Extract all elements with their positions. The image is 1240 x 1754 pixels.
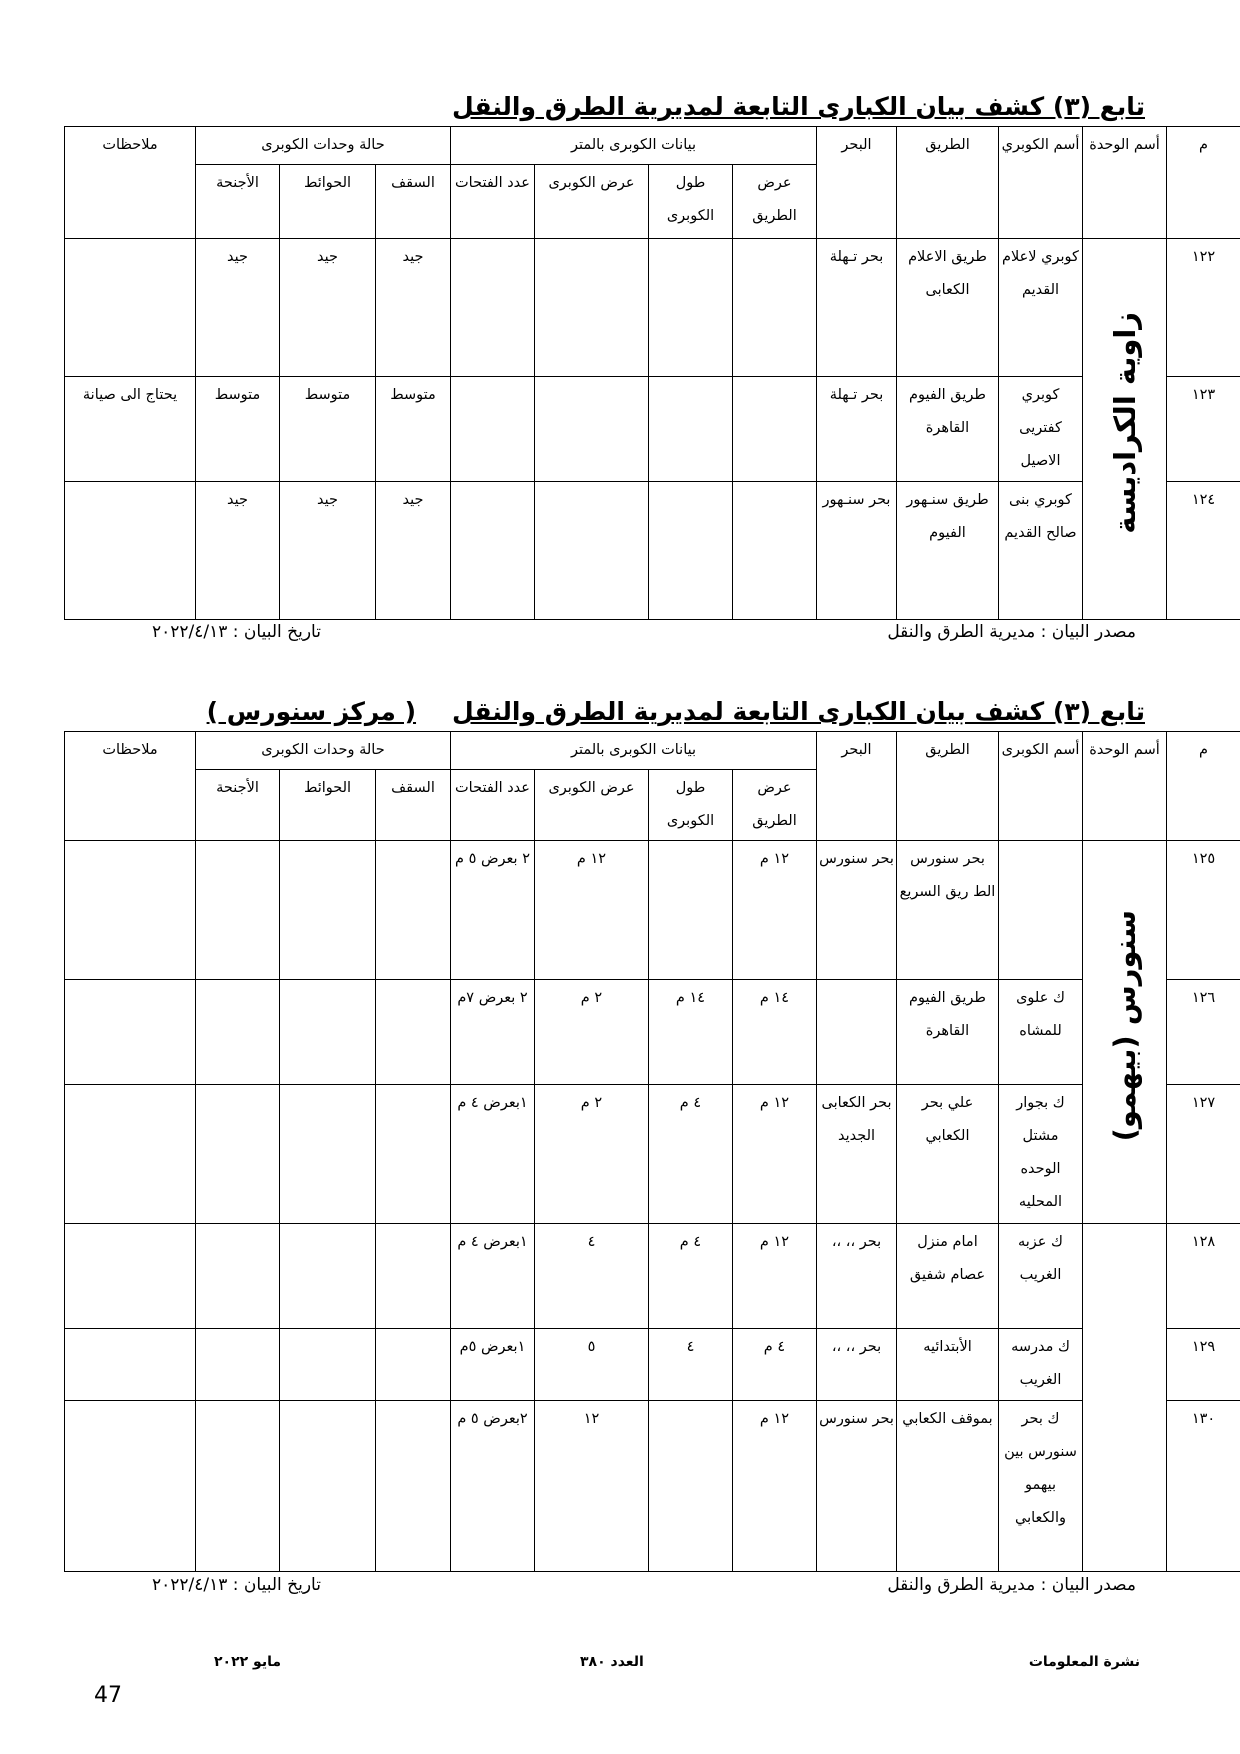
cell-openings (451, 377, 535, 482)
cell-bridge-width: ٢ م (535, 1085, 649, 1224)
unit-cell-blank (1083, 1224, 1167, 1329)
cell-road: علي بحر الكعابي (897, 1085, 999, 1224)
cell-bridge-width: ٥ (535, 1329, 649, 1401)
header-openings: عدد الفتحات (451, 165, 535, 239)
cell-bridge-width: ١٢ (535, 1401, 649, 1572)
cell-notes (65, 1085, 196, 1224)
cell-walls (280, 980, 376, 1085)
footer-month: مايو ٢٠٢٢ (214, 1654, 282, 1670)
cell-walls: متوسط (280, 377, 376, 482)
table-row (65, 239, 1240, 377)
cell-road: بموقف الكعابي (897, 1401, 999, 1572)
table2-date: تاريخ البيان : ٢٠٢٢/٤/١٣ (152, 1575, 321, 1595)
cell-openings: ٢ بعرض ٥ م (451, 841, 535, 980)
unit-cell (1083, 841, 1167, 1224)
header-canal: البحر (817, 127, 897, 239)
cell-bridge-length: ١٤ م (649, 980, 733, 1085)
cell-road-width (733, 482, 817, 620)
cell-road: الأبتدائيه (897, 1329, 999, 1401)
cell-bridge-width (535, 482, 649, 620)
header-unit: أسم الوحدة (1083, 732, 1167, 841)
cell-bridge: كوبري كفتريى الاصيل (999, 377, 1083, 482)
cell-m: ١٢٦ (1167, 980, 1240, 1085)
header-condition: حالة وحدات الكوبرى (196, 127, 451, 165)
cell-wings (196, 1401, 280, 1572)
header-bridge-length: طول الكوبرى (649, 770, 733, 841)
table2-title-extra: ( مركز سنورس ) (206, 697, 417, 726)
header-m: م (1167, 127, 1240, 239)
cell-m: ١٢٤ (1167, 482, 1240, 620)
table1-source: مصدر البيان : مديرية الطرق والنقل (887, 622, 1136, 642)
header-wings: الأجنحة (196, 165, 280, 239)
cell-notes (65, 239, 196, 377)
cell-notes: يحتاج الى صيانة (65, 377, 196, 482)
cell-road-width: ١٢ م (733, 841, 817, 980)
cell-road-width (733, 377, 817, 482)
header-road: الطريق (897, 127, 999, 239)
table-row (65, 377, 1240, 482)
header-notes: ملاحظات (65, 127, 196, 239)
cell-road: طريق الفيوم القاهرة (897, 980, 999, 1085)
cell-canal: بحر تـهلة (817, 239, 897, 377)
cell-notes (65, 482, 196, 620)
header-ceiling: السقف (376, 165, 451, 239)
cell-openings: ٢ بعرض ٧م (451, 980, 535, 1085)
cell-wings: متوسط (196, 377, 280, 482)
cell-bridge-width: ١٢ م (535, 841, 649, 980)
cell-bridge-length: ٤ م (649, 1085, 733, 1224)
cell-notes (65, 841, 196, 980)
cell-walls (280, 1401, 376, 1572)
cell-m: ١٢٩ (1167, 1329, 1240, 1401)
cell-canal: بحر سنـهور (817, 482, 897, 620)
cell-road-width (733, 239, 817, 377)
cell-bridge-length (649, 482, 733, 620)
cell-wings (196, 1224, 280, 1329)
cell-canal: بحر ،، ،، (817, 1329, 897, 1401)
cell-ceiling (376, 1085, 451, 1224)
cell-bridge: ك علوى للمشاه (999, 980, 1083, 1085)
header-bridge-width: عرض الكوبرى (535, 165, 649, 239)
cell-openings (451, 482, 535, 620)
table-row (65, 841, 1240, 980)
cell-openings: ١بعرض ٤ م (451, 1224, 535, 1329)
cell-walls (280, 1329, 376, 1401)
cell-ceiling (376, 841, 451, 980)
cell-bridge-length: ٤ م (649, 1224, 733, 1329)
header-bridge-data: بيانات الكوبرى بالمتر (451, 127, 817, 165)
cell-road-width: ١٢ م (733, 1085, 817, 1224)
cell-ceiling: جيد (376, 482, 451, 620)
cell-road-width: ١٢ م (733, 1224, 817, 1329)
header-unit: أسم الوحدة (1083, 127, 1167, 239)
header-bridge: أسم الكوبرى (999, 732, 1083, 841)
table-row (65, 1085, 1240, 1224)
header-road-width: عرض الطريق (733, 165, 817, 239)
cell-ceiling (376, 980, 451, 1085)
cell-openings (451, 239, 535, 377)
cell-openings: ١بعرض ٤ م (451, 1085, 535, 1224)
table-row (65, 1401, 1240, 1572)
table1-title: تابع (٣) كشف بيان الكبارى التابعة لمديرية الطرق والنقل (452, 92, 1145, 121)
cell-bridge-length: ٤ (649, 1329, 733, 1401)
cell-notes (65, 1329, 196, 1401)
cell-canal: بحر سنورس (817, 841, 897, 980)
cell-bridge-length (649, 841, 733, 980)
header-bridge-data: بيانات الكوبرى بالمتر (451, 732, 817, 770)
table-row (65, 980, 1240, 1085)
unit-name: زاوية الكراديسة (1107, 311, 1142, 534)
cell-wings: جيد (196, 482, 280, 620)
header-road-width: عرض الطريق (733, 770, 817, 841)
cell-canal: بحر تـهلة (817, 377, 897, 482)
cell-canal (817, 980, 897, 1085)
table2-source: مصدر البيان : مديرية الطرق والنقل (887, 1575, 1136, 1595)
cell-road-width: ١٤ م (733, 980, 817, 1085)
cell-m: ١٣٠ (1167, 1401, 1240, 1572)
unit-cell (1083, 239, 1167, 620)
cell-road-width: ١٢ م (733, 1401, 817, 1572)
header-wings: الأجنحة (196, 770, 280, 841)
table-row (65, 1224, 1240, 1329)
page-number: 47 (94, 1683, 122, 1708)
header-bridge-width: عرض الكوبرى (535, 770, 649, 841)
header-ceiling: السقف (376, 770, 451, 841)
cell-road: طريق سنـهور الفيوم (897, 482, 999, 620)
cell-bridge-width (535, 239, 649, 377)
cell-bridge: ك عزبه الغريب (999, 1224, 1083, 1329)
cell-road: امام منزل عصام شفيق (897, 1224, 999, 1329)
table2 (64, 731, 1240, 1572)
cell-wings (196, 841, 280, 980)
header-bridge-length: طول الكوبرى (649, 165, 733, 239)
header-road: الطريق (897, 732, 999, 841)
header-walls: الحوائط (280, 165, 376, 239)
cell-m: ١٢٨ (1167, 1224, 1240, 1329)
cell-ceiling: متوسط (376, 377, 451, 482)
cell-bridge-width: ٤ (535, 1224, 649, 1329)
footer-publication: نشرة المعلومات (1028, 1654, 1140, 1670)
cell-walls: جيد (280, 482, 376, 620)
cell-notes (65, 1224, 196, 1329)
cell-bridge-width: ٢ م (535, 980, 649, 1085)
cell-wings (196, 980, 280, 1085)
cell-wings (196, 1085, 280, 1224)
header-notes: ملاحظات (65, 732, 196, 841)
cell-road-width: ٤ م (733, 1329, 817, 1401)
table-row (65, 482, 1240, 620)
cell-canal: بحر الكعابى الجديد (817, 1085, 897, 1224)
cell-notes (65, 980, 196, 1085)
header-walls: الحوائط (280, 770, 376, 841)
cell-walls: جيد (280, 239, 376, 377)
cell-openings: ١بعرض ٥م (451, 1329, 535, 1401)
cell-wings (196, 1329, 280, 1401)
cell-bridge-length (649, 1401, 733, 1572)
header-bridge: أسم الكوبري (999, 127, 1083, 239)
cell-bridge: ك بحر سنورس بين بيهمو والكعابي (999, 1401, 1083, 1572)
cell-ceiling (376, 1401, 451, 1572)
header-openings: عدد الفتحات (451, 770, 535, 841)
cell-canal: بحر سنورس (817, 1401, 897, 1572)
table2-title: تابع (٣) كشف بيان الكبارى التابعة لمديرية الطرق والنقل( مركز سنورس ) (206, 697, 1145, 726)
unit-cell-blank (1083, 1329, 1167, 1401)
cell-wings: جيد (196, 239, 280, 377)
cell-m: ١٢٧ (1167, 1085, 1240, 1224)
cell-ceiling: جيد (376, 239, 451, 377)
cell-openings: ٢بعرض ٥ م (451, 1401, 535, 1572)
cell-walls (280, 1224, 376, 1329)
cell-bridge-length (649, 239, 733, 377)
header-m: م (1167, 732, 1240, 841)
cell-ceiling (376, 1224, 451, 1329)
table1-date: تاريخ البيان : ٢٠٢٢/٤/١٣ (152, 622, 321, 642)
table-row (65, 1329, 1240, 1401)
cell-canal: بحر ،، ،، (817, 1224, 897, 1329)
cell-bridge: كوبري لاعلام القديم (999, 239, 1083, 377)
header-canal: البحر (817, 732, 897, 841)
cell-bridge: ك بجوار مشتل الوحده المحليه (999, 1085, 1083, 1224)
cell-bridge (999, 841, 1083, 980)
unit-cell-blank (1083, 1401, 1167, 1572)
cell-m: ١٢٢ (1167, 239, 1240, 377)
cell-road: طريق الاعلام الكعابى (897, 239, 999, 377)
unit-name: سنورس (بيهمو) (1107, 909, 1142, 1142)
table1 (64, 126, 1240, 620)
cell-notes (65, 1401, 196, 1572)
cell-m: ١٢٣ (1167, 377, 1240, 482)
header-condition: حالة وحدات الكوبرى (196, 732, 451, 770)
cell-road: بحر سنورس الط ريق السريع (897, 841, 999, 980)
cell-ceiling (376, 1329, 451, 1401)
cell-bridge-length (649, 377, 733, 482)
cell-m: ١٢٥ (1167, 841, 1240, 980)
cell-walls (280, 841, 376, 980)
footer-issue: العدد ٣٨٠ (580, 1654, 644, 1670)
cell-bridge: ك مدرسه الغريب (999, 1329, 1083, 1401)
cell-road: طريق الفيوم القاهرة (897, 377, 999, 482)
cell-bridge-width (535, 377, 649, 482)
cell-bridge: كوبري بنى صالح القديم (999, 482, 1083, 620)
cell-walls (280, 1085, 376, 1224)
